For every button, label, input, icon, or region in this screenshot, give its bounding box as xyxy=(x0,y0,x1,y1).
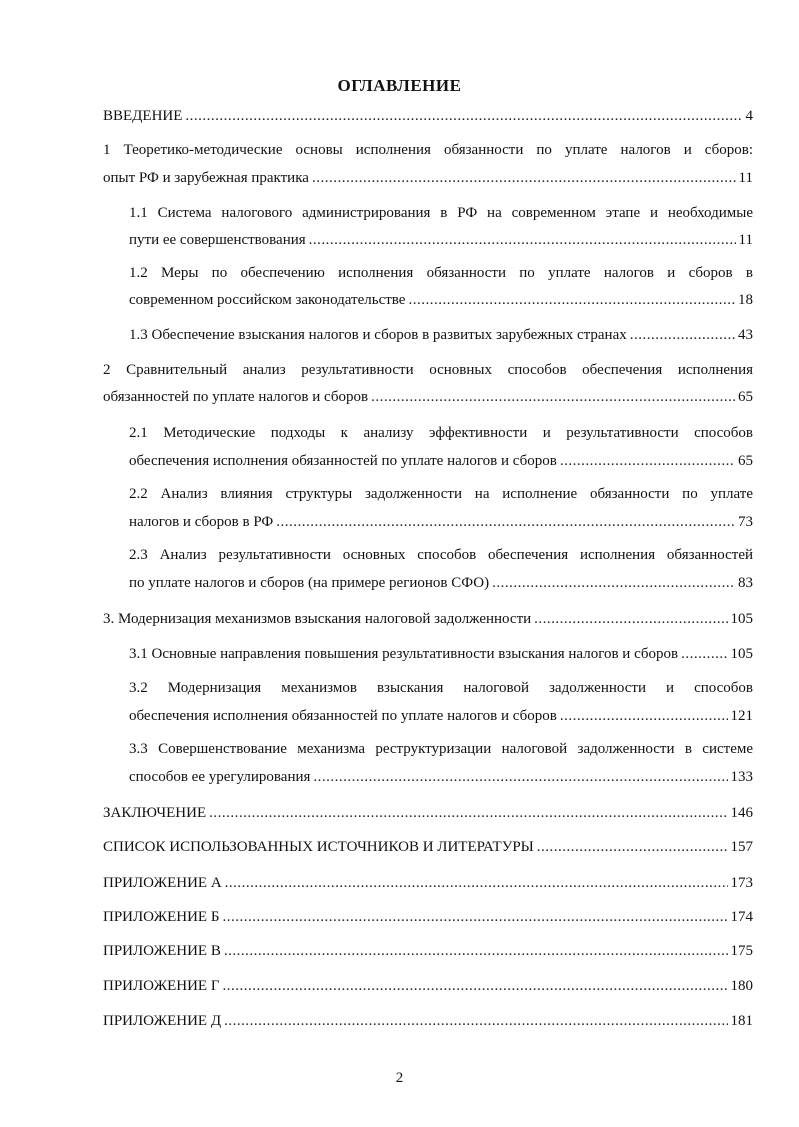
toc-entry-page: 146 xyxy=(730,805,753,821)
toc-entry-text: обязанностей по уплате налогов и сборов xyxy=(103,389,369,405)
toc-entry-1-1-line1[interactable]: 1.1 Система налогового администрирования в РФ на современном этапе и необходимые xyxy=(129,205,753,221)
toc-entry-text: налогов и сборов в РФ xyxy=(129,514,274,530)
leader-dots xyxy=(560,705,728,727)
leader-dots xyxy=(224,1010,727,1032)
toc-entry-text: обеспечения исполнения обязанностей по уплате налогов и сборов xyxy=(129,453,557,469)
page-number: 2 xyxy=(395,1070,404,1086)
toc-entry-text: ПРИЛОЖЕНИЕ Б xyxy=(103,909,220,925)
toc-entry-1-2-line1[interactable]: 1.2 Меры по обеспечению исполнения обязанности по уплате налогов и сборов в xyxy=(129,265,753,281)
page-title: ОГЛАВЛЕНИЕ xyxy=(337,76,462,95)
toc-entry-appendix-v[interactable] xyxy=(103,940,753,962)
leader-dots xyxy=(560,450,735,472)
toc-entry-page: 180 xyxy=(730,978,753,994)
toc-entry-text: ПРИЛОЖЕНИЕ В xyxy=(103,943,221,959)
leader-dots xyxy=(223,975,728,997)
toc-entry-text: 1.3 Обеспечение взыскания налогов и сборов в развитых зарубежных странах xyxy=(129,327,627,343)
toc-entry-page: 157 xyxy=(730,839,753,855)
toc-entry-text: пути ее совершенствования xyxy=(129,232,306,248)
leader-dots xyxy=(185,105,742,127)
leader-dots xyxy=(492,572,735,594)
toc-entry-2-1[interactable] xyxy=(129,450,753,472)
toc-entry-text: 3. Модернизация механизмов взыскания налоговой задолженности xyxy=(103,611,532,627)
leader-dots xyxy=(534,608,727,630)
leader-dots xyxy=(408,289,735,311)
toc-entry-appendix-a[interactable] xyxy=(103,872,753,894)
toc-entry-text: ПРИЛОЖЕНИЕ А xyxy=(103,875,222,891)
toc-entry-page: 11 xyxy=(738,170,753,186)
leader-dots xyxy=(313,766,727,788)
toc-entry-page: 173 xyxy=(730,875,753,891)
toc-entry-chapter-3[interactable] xyxy=(103,608,753,630)
toc-entry-text: ПРИЛОЖЕНИЕ Г xyxy=(103,978,220,994)
toc-entry-appendix-g[interactable] xyxy=(103,975,753,997)
toc-entry-page: 181 xyxy=(730,1013,753,1029)
toc-entry-page: 65 xyxy=(738,389,753,405)
leader-dots xyxy=(681,643,727,665)
toc-entry-page: 105 xyxy=(730,646,753,662)
toc-entry-text: способов ее урегулирования xyxy=(129,769,311,785)
toc-entry-page: 43 xyxy=(738,327,753,343)
toc-entry-text: ПРИЛОЖЕНИЕ Д xyxy=(103,1013,222,1029)
toc-entry-page: 4 xyxy=(745,108,753,124)
leader-dots xyxy=(224,940,728,962)
toc-entry-introduction[interactable] xyxy=(103,105,753,127)
toc-entry-references[interactable] xyxy=(103,836,753,858)
toc-entry-2-1-line1[interactable]: 2.1 Методические подходы к анализу эффективности и результативности способов xyxy=(129,425,753,441)
leader-dots xyxy=(276,511,735,533)
toc-entry-2-2[interactable] xyxy=(129,511,753,533)
leader-dots xyxy=(371,386,735,408)
toc-entry-2-2-line1[interactable]: 2.2 Анализ влияния структуры задолженности на исполнение обязанности по уплате xyxy=(129,486,753,502)
toc-entry-3-2-line1[interactable]: 3.2 Модернизация механизмов взыскания налоговой задолженности и способов xyxy=(129,680,753,696)
toc-entry-3-3-line1[interactable]: 3.3 Совершенствование механизма реструктуризации налоговой задолженности в системе xyxy=(129,741,753,757)
toc-entry-text: по уплате налогов и сборов (на примере регионов СФО) xyxy=(129,575,490,591)
toc-entry-page: 105 xyxy=(730,611,753,627)
toc-entry-1-1[interactable] xyxy=(129,229,753,251)
toc-entry-3-2[interactable] xyxy=(129,705,753,727)
toc-entry-page: 133 xyxy=(730,769,753,785)
toc-entry-chapter-1-line1[interactable]: 1 Теоретико-методические основы исполнения обязанности по уплате налогов и сборов: xyxy=(103,142,753,158)
toc-entry-text: ВВЕДЕНИЕ xyxy=(103,108,183,124)
leader-dots xyxy=(537,836,728,858)
toc-entry-page: 73 xyxy=(738,514,753,530)
toc-entry-3-1[interactable] xyxy=(129,643,753,665)
toc-entry-text: 3.1 Основные направления повышения результативности взыскания налогов и сборов xyxy=(129,646,679,662)
toc-entry-2-3-line1[interactable]: 2.3 Анализ результативности основных способов обеспечения исполнения обязанностей xyxy=(129,547,753,563)
toc-entry-page: 174 xyxy=(730,909,753,925)
toc-entry-3-3[interactable] xyxy=(129,766,753,788)
toc-entry-1-3[interactable] xyxy=(129,324,753,346)
leader-dots xyxy=(630,324,735,346)
toc-entry-page: 175 xyxy=(730,943,753,959)
toc-entry-page: 65 xyxy=(738,453,753,469)
toc-entry-chapter-1[interactable] xyxy=(103,167,753,189)
toc-entry-text: опыт РФ и зарубежная практика xyxy=(103,170,309,186)
toc-entry-page: 11 xyxy=(738,232,753,248)
toc-entry-text: современном российском законодательстве xyxy=(129,292,406,308)
leader-dots xyxy=(312,167,736,189)
toc-entry-chapter-2-line1[interactable]: 2 Сравнительный анализ результативности основных способов обеспечения исполнения xyxy=(103,362,753,378)
toc-entry-appendix-b[interactable] xyxy=(103,906,753,928)
toc-entry-text: ЗАКЛЮЧЕНИЕ xyxy=(103,805,207,821)
toc-entry-page: 18 xyxy=(738,292,753,308)
toc-entry-page: 83 xyxy=(738,575,753,591)
leader-dots xyxy=(309,229,736,251)
toc-entry-text: СПИСОК ИСПОЛЬЗОВАННЫХ ИСТОЧНИКОВ И ЛИТЕРАТУРЫ xyxy=(103,839,534,855)
toc-entry-appendix-d[interactable] xyxy=(103,1010,753,1032)
toc-entry-chapter-2[interactable] xyxy=(103,386,753,408)
leader-dots xyxy=(225,872,728,894)
toc-entry-conclusion[interactable] xyxy=(103,802,753,824)
toc-entry-2-3[interactable] xyxy=(129,572,753,594)
leader-dots xyxy=(222,906,727,928)
toc-entry-text: обеспечения исполнения обязанностей по уплате налогов и сборов xyxy=(129,708,557,724)
toc-entry-page: 121 xyxy=(730,708,753,724)
toc-entry-1-2[interactable] xyxy=(129,289,753,311)
leader-dots xyxy=(209,802,727,824)
